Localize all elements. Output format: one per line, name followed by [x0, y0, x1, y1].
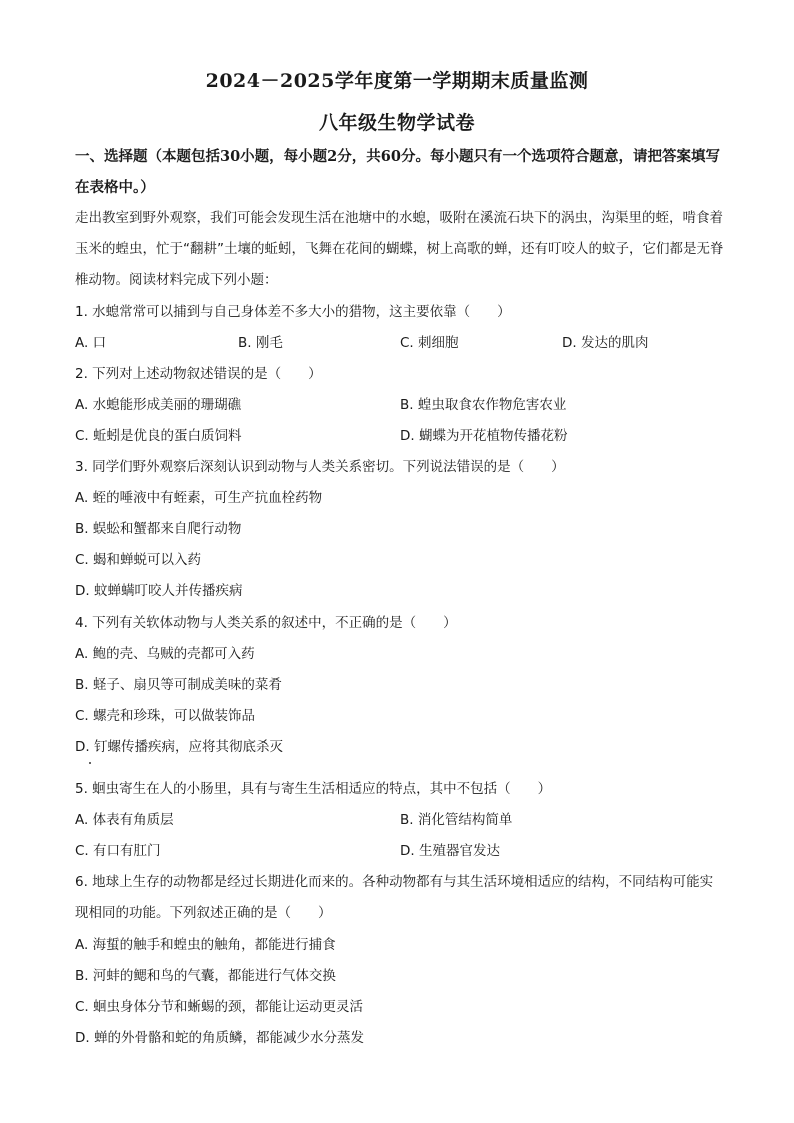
question-2-option-c[interactable]: C. 蚯蚓是优良的蛋白质饲料	[75, 428, 242, 444]
question-4-option-d[interactable]: D. 钉螺传播疾病，应将其彻底杀灭	[75, 739, 283, 755]
question-6-option-b[interactable]: B. 河蚌的鳃和鸟的气囊，都能进行气体交换	[75, 968, 336, 984]
question-6-option-a[interactable]: A. 海蜇的触手和蝗虫的触角，都能进行捕食	[75, 937, 336, 953]
question-5-option-a[interactable]: A. 体表有角质层	[75, 812, 174, 828]
question-5-option-d[interactable]: D. 生殖器官发达	[400, 843, 500, 859]
question-5-stem: 5. 蛔虫寄生在人的小肠里，具有与寄生生活相适应的特点，其中不包括（ ）	[75, 781, 552, 797]
question-4-option-b[interactable]: B. 蛏子、扇贝等可制成美味的菜肴	[75, 677, 282, 693]
question-6-option-c[interactable]: C. 蛔虫身体分节和蜥蜴的颈，都能让运动更灵活	[75, 999, 364, 1015]
question-1-stem: 1. 水螅常常可以捕到与自己身体差不多大小的猎物，这主要依靠（ ）	[75, 304, 511, 320]
question-1-option-c[interactable]: C. 刺细胞	[400, 335, 459, 351]
question-4-option-c[interactable]: C. 螺壳和珍珠，可以做装饰品	[75, 708, 256, 724]
exam-subtitle: 八年级生物学试卷	[318, 112, 475, 134]
question-1-option-b[interactable]: B. 刚毛	[238, 335, 283, 351]
question-2-option-b[interactable]: B. 蝗虫取食农作物危害农业	[400, 397, 567, 413]
question-4-stem: 4. 下列有关软体动物与人类关系的叙述中，不正确的是（ ）	[75, 615, 457, 631]
question-2-stem: 2. 下列对上述动物叙述错误的是（ ）	[75, 366, 322, 382]
print-artifact-dot	[89, 762, 91, 764]
question-3-option-d[interactable]: D. 蚊蝉螨叮咬人并传播疾病	[75, 583, 243, 599]
question-6-option-d[interactable]: D. 蝉的外骨骼和蛇的角质鳞，都能减少水分蒸发	[75, 1030, 364, 1046]
reading-material: 走出教室到野外观察，我们可能会发现生活在池塘中的水螅，吸附在溪流石块下的涡虫，沟渠里的蛭，啃食着玉米的蝗虫，忙于“翻耕”土壤的蚯蚓，飞舞在花间的蝴蝶，树上高歌的蝉，还有叮咬人的蚊子，它们都是无脊椎动物。阅读材料完成下列小题：	[75, 210, 724, 288]
question-1-option-a[interactable]: A. 口	[75, 335, 107, 351]
question-3-option-a[interactable]: A. 蛭的唾液中有蛭素，可生产抗血栓药物	[75, 490, 323, 506]
question-2-option-a[interactable]: A. 水螅能形成美丽的珊瑚礁	[75, 397, 242, 413]
question-3-stem: 3. 同学们野外观察后深刻认识到动物与人类关系密切。下列说法错误的是（ ）	[75, 459, 565, 475]
question-3-option-b[interactable]: B. 蜈蚣和蟹都来自爬行动物	[75, 521, 242, 537]
question-1-option-d[interactable]: D. 发达的肌肉	[562, 335, 649, 351]
question-3-option-c[interactable]: C. 蝎和蝉蜕可以入药	[75, 552, 202, 568]
question-2-option-d[interactable]: D. 蝴蝶为开花植物传播花粉	[400, 428, 568, 444]
question-5-option-b[interactable]: B. 消化管结构简单	[400, 812, 513, 828]
exam-title: 2024－2025学年度第一学期期末质量监测	[205, 70, 589, 92]
question-5-option-c[interactable]: C. 有口有肛门	[75, 843, 161, 859]
question-4-option-a[interactable]: A. 鲍的壳、乌贼的壳都可入药	[75, 646, 255, 662]
question-6-stem: 6. 地球上生存的动物都是经过长期进化而来的。各种动物都有与其生活环境相适应的结构，不同结构可能实现相同的功能。下列叙述正确的是（ ）	[75, 874, 714, 921]
section-heading: 一、选择题（本题包括30小题，每小题2分，共60分。每小题只有一个选项符合题意，请把答案填写在表格中。）	[75, 148, 720, 196]
